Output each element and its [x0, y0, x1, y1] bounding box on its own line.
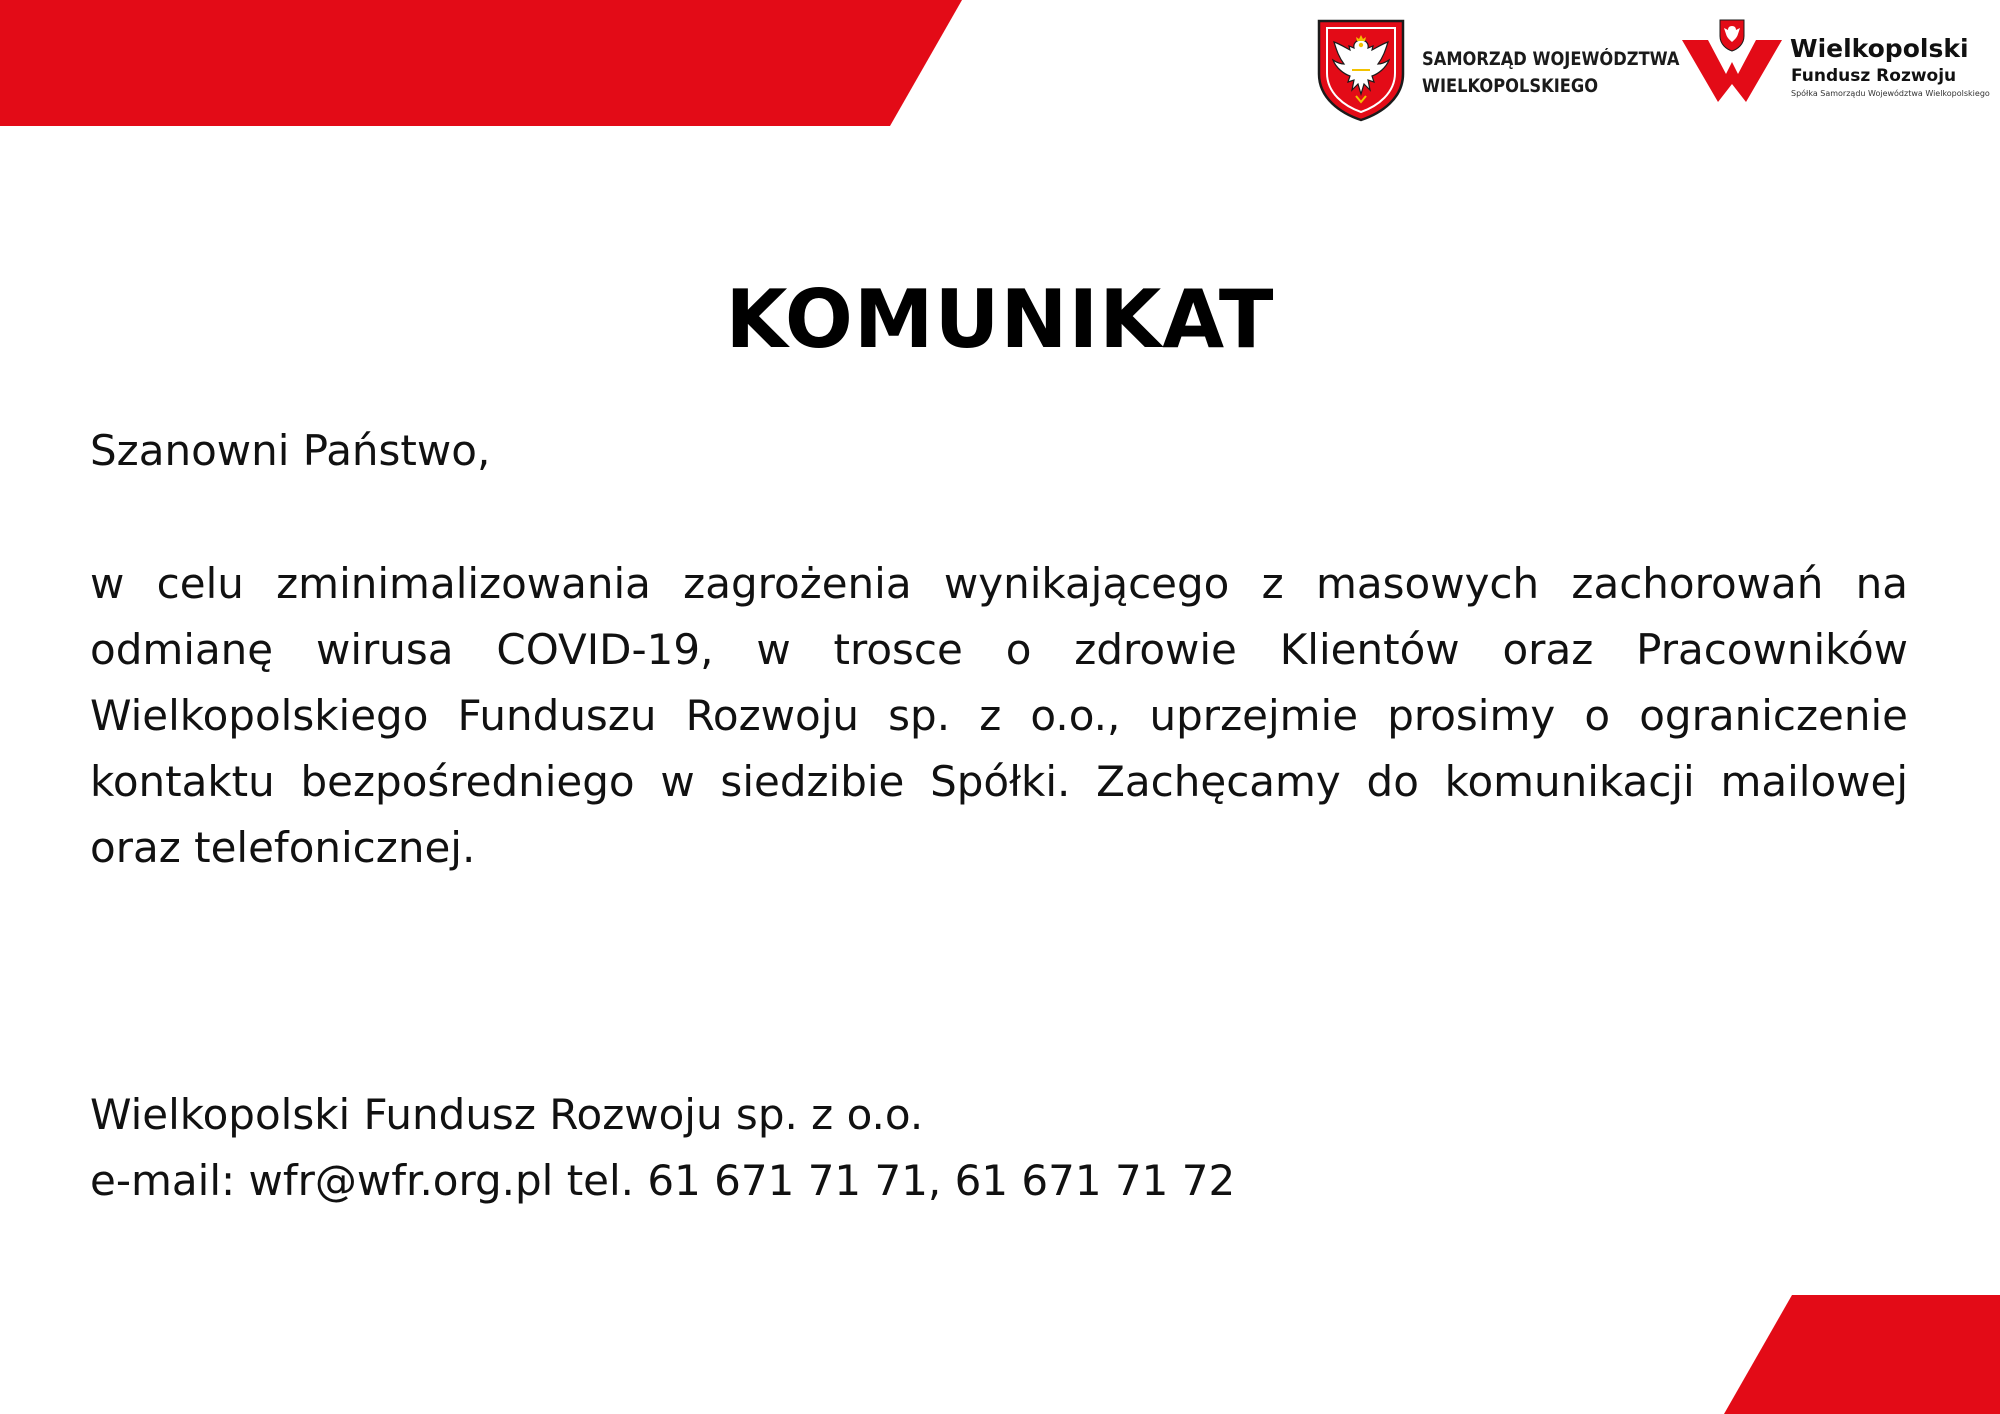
footer-org-name: Wielkopolski Fundusz Rozwoju sp. z o.o. — [90, 1090, 924, 1139]
document-title: KOMUNIKAT — [725, 273, 1275, 366]
footer-contact: e-mail: wfr@wfr.org.pl tel. 61 671 71 71, 61 671 71 72 — [90, 1156, 1236, 1205]
greeting: Szanowni Państwo, — [90, 426, 491, 475]
wfr-logo — [1680, 18, 1990, 104]
samorzad-logo — [1316, 18, 1680, 124]
top-red-band — [0, 0, 962, 126]
wfr-logo-name: Wielkopolski — [1790, 34, 1969, 63]
wfr-logo-tagline: Spółka Samorządu Województwa Wielkopolskiego — [1791, 89, 1990, 98]
samorzad-logo-line1: SAMORZĄD WOJEWÓDZTWA — [1422, 49, 1680, 70]
body-paragraph: w celu zminimalizowania zagrożenia wynikającego z masowych zachorowań na odmianę wirusa COVID-19, w trosce o zdrowie Klientów oraz Pracowników Wielkopolskiego Funduszu Rozwoju sp. z o.o., uprzejmie prosimy o ograniczenie kontaktu bezpośredniego w siedzibie Spółki. Zachęcamy do komunikacji mailowej oraz telefonicznej. — [90, 559, 1908, 872]
wfr-logo-sub: Fundusz Rozwoju — [1791, 66, 1957, 86]
wfr-w-mark-icon — [1680, 18, 1784, 104]
footer-signature — [90, 1082, 1235, 1214]
eagle-coat-of-arms-icon — [1316, 18, 1406, 122]
bottom-red-band — [1724, 1295, 2000, 1414]
samorzad-logo-line2: WIELKOPOLSKIEGO — [1422, 76, 1599, 97]
